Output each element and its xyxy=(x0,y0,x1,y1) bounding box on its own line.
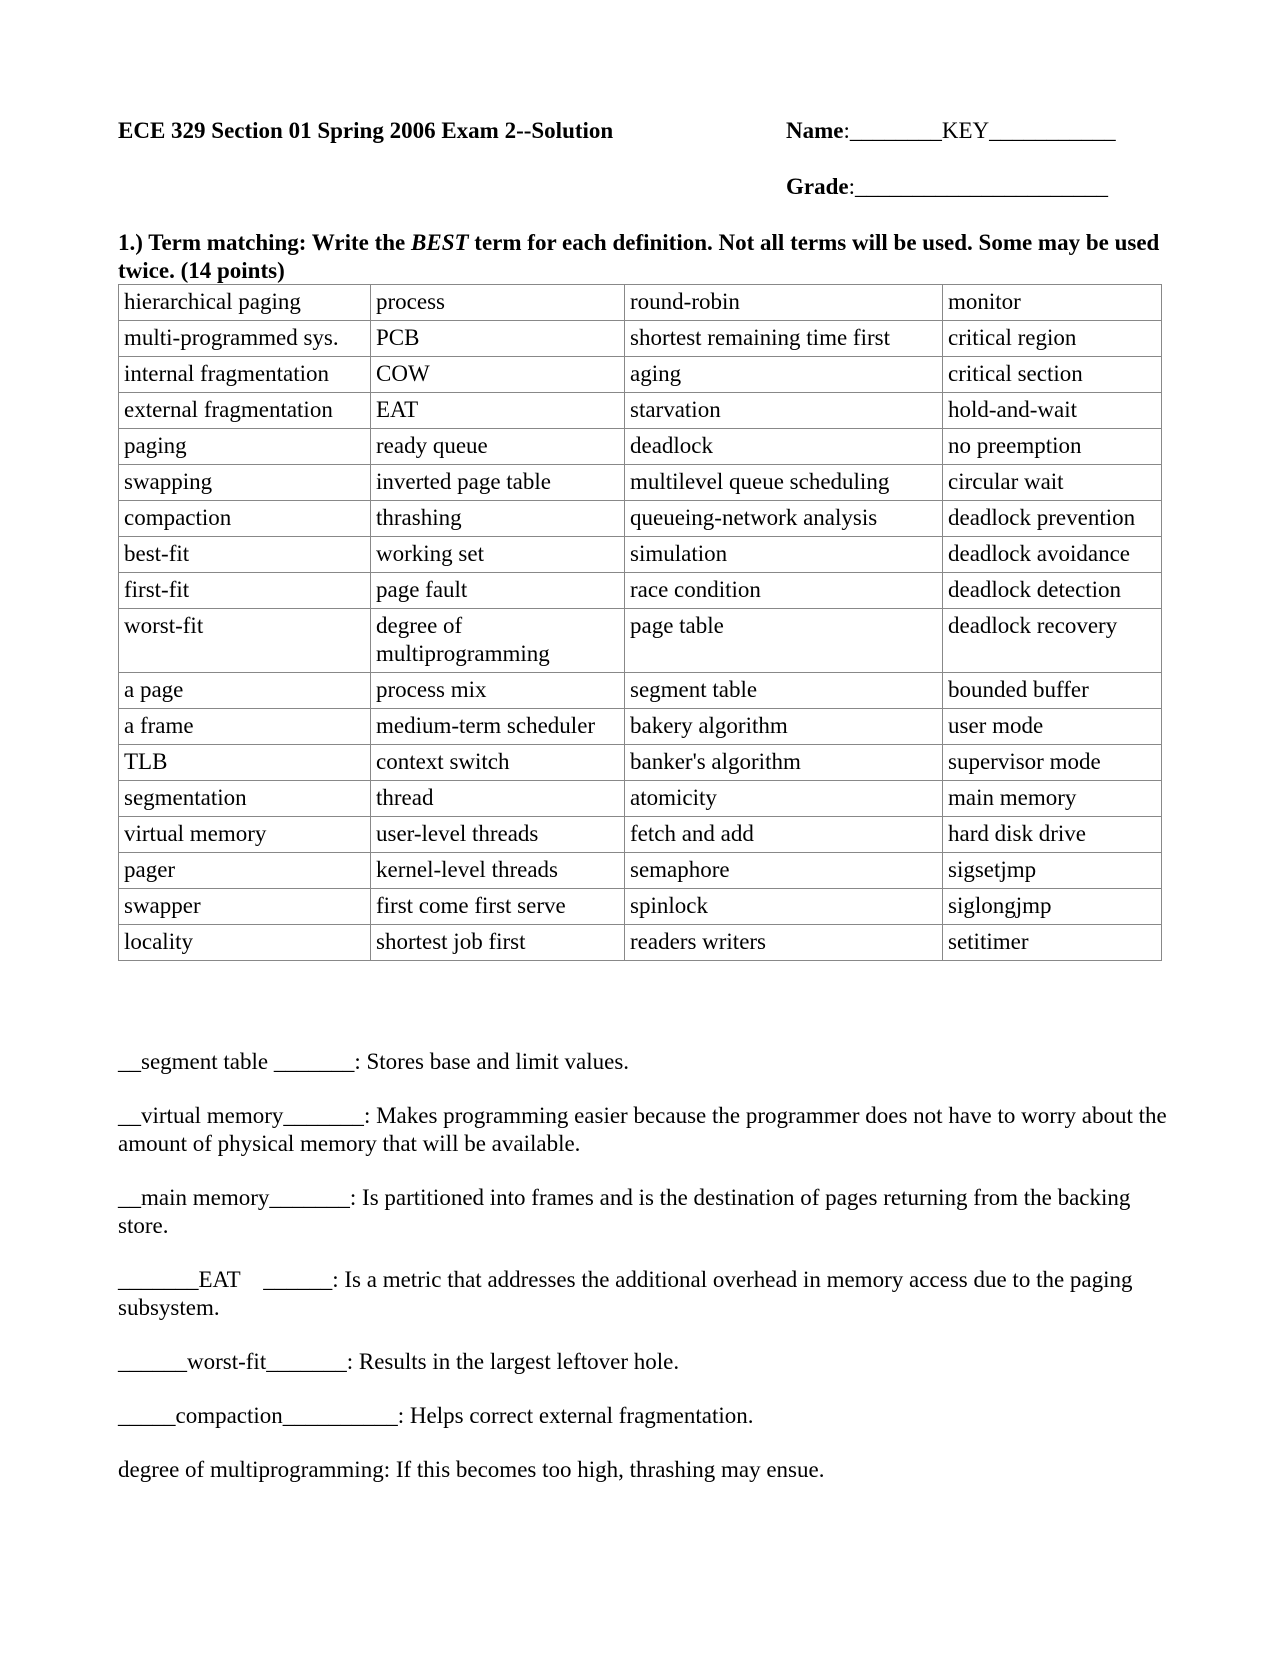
term-cell: segmentation xyxy=(119,781,371,817)
answer-item xyxy=(118,1266,1168,1322)
answer-definition: : Is a metric that addresses the additional overhead in memory access due to the paging subsystem. xyxy=(118,1267,1133,1320)
table-row xyxy=(119,501,1162,537)
answer-blank: degree of multiprogramming xyxy=(118,1457,384,1482)
term-cell: deadlock prevention xyxy=(943,501,1162,537)
answer-item xyxy=(118,1048,1168,1076)
term-cell: hierarchical paging xyxy=(119,285,371,321)
term-cell: best-fit xyxy=(119,537,371,573)
term-cell: siglongjmp xyxy=(943,889,1162,925)
term-cell: paging xyxy=(119,429,371,465)
question-emphasis: BEST xyxy=(411,230,469,255)
answer-blank: __segment table _______ xyxy=(118,1049,355,1074)
term-cell: inverted page table xyxy=(371,465,625,501)
term-cell: swapping xyxy=(119,465,371,501)
term-cell: first come first serve xyxy=(371,889,625,925)
term-cell: external fragmentation xyxy=(119,393,371,429)
term-cell: bounded buffer xyxy=(943,673,1162,709)
answer-definition: : Makes programming easier because the programmer does not have to worry about the amount of physical memory that will be available. xyxy=(118,1103,1167,1156)
term-cell: circular wait xyxy=(943,465,1162,501)
answer-blank: _______EAT ______ xyxy=(118,1267,333,1292)
term-cell: process mix xyxy=(371,673,625,709)
table-row xyxy=(119,393,1162,429)
term-cell: TLB xyxy=(119,745,371,781)
term-cell: queueing-network analysis xyxy=(625,501,943,537)
answer-item xyxy=(118,1348,1168,1376)
table-row xyxy=(119,573,1162,609)
term-cell: sigsetjmp xyxy=(943,853,1162,889)
grade-label: Grade xyxy=(786,174,849,199)
term-cell: round-robin xyxy=(625,285,943,321)
table-row xyxy=(119,745,1162,781)
term-cell: a page xyxy=(119,673,371,709)
term-cell: degree of multiprogramming xyxy=(371,609,625,673)
answer-definition: : Is partitioned into frames and is the destination of pages returning from the backing store. xyxy=(118,1185,1131,1238)
term-cell: process xyxy=(371,285,625,321)
term-cell: thrashing xyxy=(371,501,625,537)
question-prefix: 1.) Term matching: Write the xyxy=(118,230,412,255)
term-cell: aging xyxy=(625,357,943,393)
term-cell: critical region xyxy=(943,321,1162,357)
table-row xyxy=(119,853,1162,889)
answer-definition: : Helps correct external fragmentation. xyxy=(397,1403,754,1428)
term-cell: working set xyxy=(371,537,625,573)
term-cell: critical section xyxy=(943,357,1162,393)
answer-item xyxy=(118,1456,1168,1484)
answer-definition: : If this becomes too high, thrashing may ensue. xyxy=(383,1457,825,1482)
term-cell: worst-fit xyxy=(119,609,371,673)
table-row xyxy=(119,925,1162,961)
term-cell: context switch xyxy=(371,745,625,781)
term-cell: deadlock recovery xyxy=(943,609,1162,673)
term-cell: atomicity xyxy=(625,781,943,817)
term-cell: COW xyxy=(371,357,625,393)
term-cell: shortest job first xyxy=(371,925,625,961)
term-cell: multilevel queue scheduling xyxy=(625,465,943,501)
name-label: Name xyxy=(786,118,844,143)
answers-list xyxy=(118,1048,1168,1510)
term-cell: ready queue xyxy=(371,429,625,465)
table-row xyxy=(119,321,1162,357)
table-row xyxy=(119,537,1162,573)
term-cell: spinlock xyxy=(625,889,943,925)
term-cell: simulation xyxy=(625,537,943,573)
term-cell: monitor xyxy=(943,285,1162,321)
terms-table-body xyxy=(119,285,1162,961)
grade-value: :______________________ xyxy=(848,174,1108,199)
term-cell: readers writers xyxy=(625,925,943,961)
table-row xyxy=(119,709,1162,745)
term-cell: no preemption xyxy=(943,429,1162,465)
table-row xyxy=(119,429,1162,465)
term-cell: page table xyxy=(625,609,943,673)
answer-blank: _____compaction__________ xyxy=(118,1403,398,1428)
answer-blank: __virtual memory_______ xyxy=(118,1103,364,1128)
term-cell: race condition xyxy=(625,573,943,609)
term-cell: fetch and add xyxy=(625,817,943,853)
answer-definition: : Results in the largest leftover hole. xyxy=(346,1349,680,1374)
term-cell: kernel-level threads xyxy=(371,853,625,889)
term-cell: semaphore xyxy=(625,853,943,889)
term-cell: bakery algorithm xyxy=(625,709,943,745)
table-row xyxy=(119,781,1162,817)
answer-item xyxy=(118,1102,1168,1158)
term-cell: a frame xyxy=(119,709,371,745)
answer-item xyxy=(118,1402,1168,1430)
term-cell: PCB xyxy=(371,321,625,357)
term-cell: main memory xyxy=(943,781,1162,817)
term-cell: first-fit xyxy=(119,573,371,609)
term-cell: pager xyxy=(119,853,371,889)
terms-table xyxy=(118,284,1162,961)
name-value: :________KEY___________ xyxy=(843,118,1116,143)
term-cell: segment table xyxy=(625,673,943,709)
term-cell: page fault xyxy=(371,573,625,609)
answer-blank: __main memory_______ xyxy=(118,1185,350,1210)
answer-definition: : Stores base and limit values. xyxy=(354,1049,630,1074)
table-row xyxy=(119,285,1162,321)
question-suffix: term for each definition. Not all terms will be used. Some may be used twice. (14 points) xyxy=(118,230,1160,283)
answer-blank: ______worst-fit_______ xyxy=(118,1349,347,1374)
term-cell: setitimer xyxy=(943,925,1162,961)
term-cell: hold-and-wait xyxy=(943,393,1162,429)
exam-title: ECE 329 Section 01 Spring 2006 Exam 2--Solution xyxy=(118,118,614,143)
table-row xyxy=(119,673,1162,709)
term-cell: EAT xyxy=(371,393,625,429)
term-cell: user mode xyxy=(943,709,1162,745)
term-cell: internal fragmentation xyxy=(119,357,371,393)
term-cell: banker's algorithm xyxy=(625,745,943,781)
table-row xyxy=(119,357,1162,393)
grade-field xyxy=(786,174,1108,200)
term-cell: deadlock detection xyxy=(943,573,1162,609)
term-cell: multi-programmed sys. xyxy=(119,321,371,357)
term-cell: thread xyxy=(371,781,625,817)
term-cell: deadlock avoidance xyxy=(943,537,1162,573)
term-cell: shortest remaining time first xyxy=(625,321,943,357)
term-cell: hard disk drive xyxy=(943,817,1162,853)
term-cell: compaction xyxy=(119,501,371,537)
term-cell: supervisor mode xyxy=(943,745,1162,781)
term-cell: virtual memory xyxy=(119,817,371,853)
term-cell: medium-term scheduler xyxy=(371,709,625,745)
table-row xyxy=(119,609,1162,673)
term-cell: swapper xyxy=(119,889,371,925)
question-prompt xyxy=(118,229,1168,285)
term-cell: starvation xyxy=(625,393,943,429)
name-field xyxy=(786,118,1116,144)
term-cell: user-level threads xyxy=(371,817,625,853)
term-cell: locality xyxy=(119,925,371,961)
table-row xyxy=(119,465,1162,501)
answer-item xyxy=(118,1184,1168,1240)
table-row xyxy=(119,889,1162,925)
table-row xyxy=(119,817,1162,853)
term-cell: deadlock xyxy=(625,429,943,465)
